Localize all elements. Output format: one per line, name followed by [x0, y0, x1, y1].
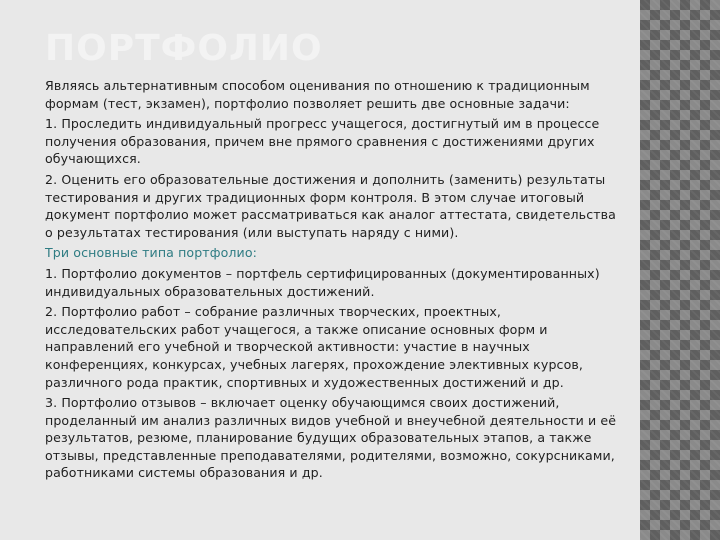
decorative-pattern-strip [640, 0, 720, 540]
portfolio-type-2-paragraph: 2. Портфолио работ – собрание различных творческих, проектных, исследовательских работ учащегося, а также описание основных форм и направлений его учебной и творческой активности: участие в научных конференциях, конкурсах, учебных лагерях, прохождение элективных курсов, различного рода практик, спортивных и художественных достижений и др. [45, 304, 583, 390]
slide-body [45, 77, 625, 485]
portfolio-type-3-paragraph: 3. Портфолио отзывов – включает оценку обучающимся своих достижений, проделанный им анализ различных видов учебной и внеучебной деятельности и её результатов, резюме, планирование будущих образовательных этапов, а также отзывы, представленные преподавателями, родителями, возможно, сокурсниками, работниками системы образования и др. [45, 395, 617, 481]
portfolio-type-1-paragraph: 1. Портфолио документов – портфель сертифицированных (документированных) индивидуальных образовательных достижений. [45, 265, 600, 299]
task-2-paragraph: 2. Оценить его образовательные достижения и дополнить (заменить) результаты тестирования и других традиционных форм контроля. В этом случае итоговый документ портфолио может рассматриваться как аналог аттестата, свидетельства о результатах тестирования (или выступать наряду с ними). [45, 171, 617, 240]
intro-paragraph: Являясь альтернативным способом оценивания по отношению к традиционным формам (тест, экзамен), портфолио позволяет решить две основные задачи: [45, 78, 590, 111]
slide-title: ПОРТФОЛИО [45, 28, 323, 69]
task-1-paragraph: 1. Проследить индивидуальный прогресс учащегося, достигнутый им в процессе получения образования, причем вне прямого сравнения с достижениями других обучающихся. [45, 116, 600, 167]
portfolio-types-heading: Три основные типа портфолио: [45, 245, 257, 261]
